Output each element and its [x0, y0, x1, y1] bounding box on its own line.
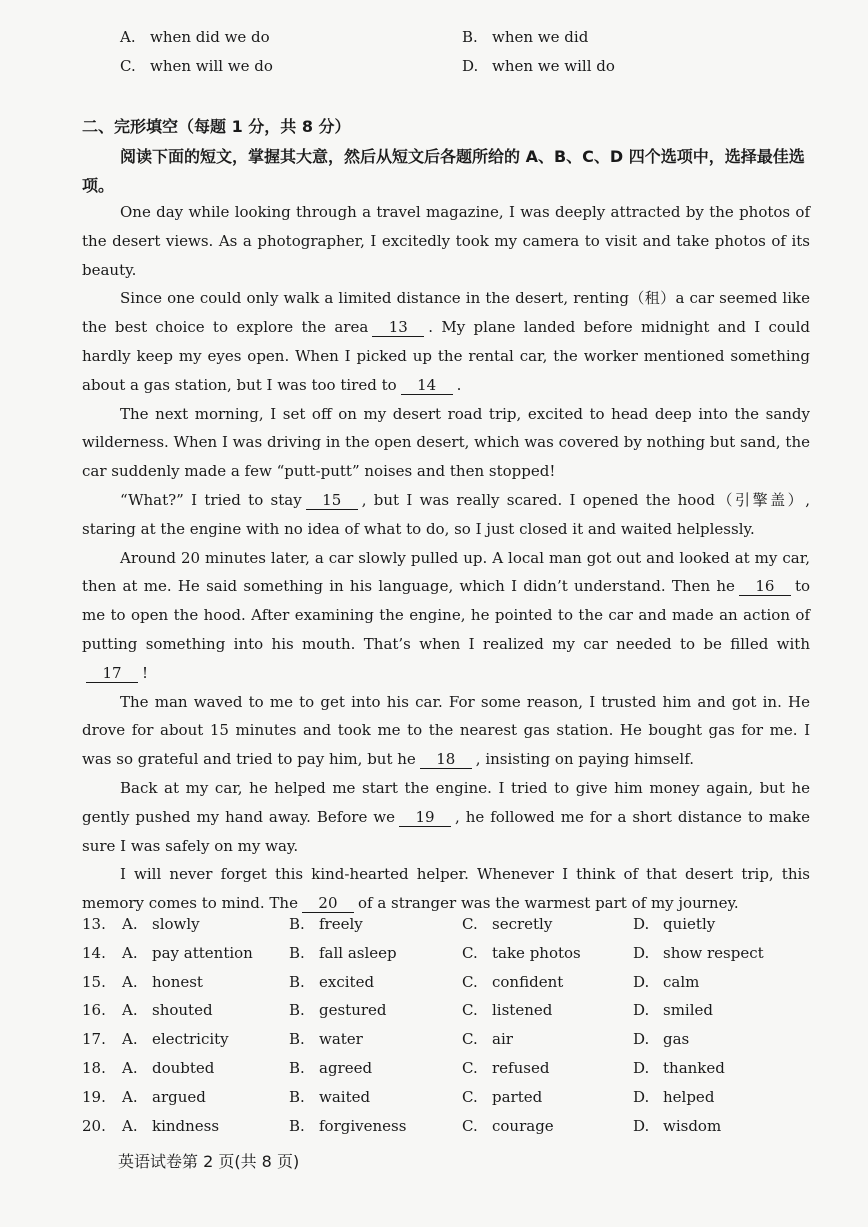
- previous-question-options: [120, 28, 720, 86]
- paragraph: One day while looking through a travel magazine, I was deeply attracted by the photos of the desert views. As a photographer, I excitedly took my camera to visit and take photos of its beauty.: [82, 203, 810, 279]
- blank-14: 14: [401, 376, 453, 395]
- blank-18: 18: [420, 750, 472, 769]
- paragraph: “What?” I tried to stay 15 , but I was really scared. I opened the hood（引擎盖）, staring at the engine with no idea of what to do, so I just closed it and waited helplessly.: [82, 490, 810, 538]
- question-row: 18. A. doubted B. agreed C. refused D. thanked: [82, 1058, 725, 1077]
- question-row: 14. A. pay attention B. fall asleep C. take photos D. show respect: [82, 943, 764, 962]
- blank-20: 20: [302, 894, 354, 913]
- option-row: [120, 57, 720, 86]
- option-d: D. when we will do: [462, 57, 615, 75]
- question-row: 16. A. shouted B. gestured C. listened D. smiled: [82, 1001, 713, 1020]
- blank-15: 15: [306, 491, 358, 510]
- cloze-passage: [82, 198, 810, 918]
- blank-16: 16: [739, 577, 791, 596]
- paragraph: The next morning, I set off on my desert road trip, excited to head deep into the sandy wilderness. When I was driving in the open desert, which was covered by nothing but sand, the car suddenly made a few “putt-putt” noises and then stopped!: [82, 404, 810, 481]
- option-a: A. when did we do: [120, 28, 270, 46]
- question-row: 13. A. slowly B. freely C. secretly D. quietly: [82, 915, 716, 933]
- question-row: 17. A. electricity B. water C. air D. gas: [82, 1030, 690, 1049]
- page-footer: 英语试卷第 2 页(共 8 页): [118, 1152, 300, 1171]
- option-row: [120, 28, 720, 57]
- paragraph: Back at my car, he helped me start the engine. I tried to give him money again, but he gently pushed my hand away. Before we 19 , he followed me for a short distance to make sure I was safely on my way.: [82, 778, 810, 855]
- blank-17: 17: [86, 664, 138, 683]
- question-row: 20. A. kindness B. forgiveness C. courage D. wisdom: [82, 1116, 722, 1135]
- paragraph: Since one could only walk a limited distance in the desert, renting（租）a car seemed like the best choice to explore the area 13 . My plane landed before midnight and I could hardly keep my eyes open. When I picked up the rental car, the worker mentioned something about a gas station, but I was too tired to 14 .: [82, 289, 810, 394]
- question-row: 19. A. argued B. waited C. parted D. helped: [82, 1087, 715, 1106]
- paragraph: Around 20 minutes later, a car slowly pulled up. A local man got out and looked at my car, then at me. He said something in his language, which I didn’t understand. Then he 16 to me to open the hood. After examining the engine, he pointed to the car and made an action of putting something into his mouth. That’s when I realized my car needed to be filled with17 !: [82, 548, 810, 682]
- paragraph: The man waved to me to get into his car. For some reason, I trusted him and got in. He drove for about 15 minutes and took me to the nearest gas station. He bought gas for me. I was so grateful and tried to pay him, but he 18 , insisting on paying himself.: [82, 692, 810, 769]
- blank-19: 19: [399, 808, 451, 827]
- option-c: C. when will we do: [120, 57, 273, 75]
- section-instruction: 阅读下面的短文，掌握其大意，然后从短文后各题所给的 A、B、C、D 四个选项中，选择最佳选项。: [82, 147, 805, 195]
- question-row: 15. A. honest B. excited C. confident D. calm: [82, 972, 700, 991]
- question-options: [82, 915, 810, 1145]
- option-b: B. when we did: [462, 28, 589, 46]
- section-title: 二、完形填空（每题 1 分，共 8 分）: [82, 117, 351, 136]
- paragraph: I will never forget this kind-hearted helper. Whenever I think of that desert trip, this memory comes to mind. The 20 of a stranger was the warmest part of my journey.: [82, 865, 810, 913]
- blank-13: 13: [372, 318, 424, 337]
